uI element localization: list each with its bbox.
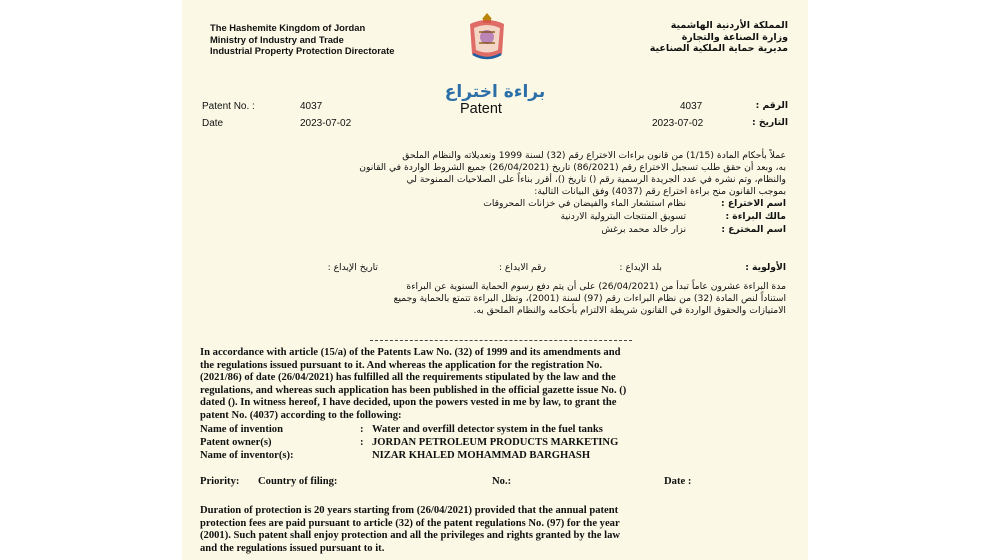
arabic-duration-paragraph — [196, 281, 786, 317]
ar-paragraph-line: مدة البراءة عشرون عاماً تبدأ من (26/04/2021) على أن يتم دفع رسوم الحماية السنوية عن البراءة — [406, 281, 786, 292]
priority-country-label: Country of filing: — [258, 476, 338, 487]
date-label: Date — [202, 118, 224, 129]
ar-patent-no-value: 4037 — [680, 101, 703, 112]
ar-priority-date: تاريخ الإيداع : — [327, 262, 378, 273]
ar-patent-no-label: الرقم : — [755, 100, 788, 111]
ar-paragraph-line: الامتيازات والحقوق الواردة في القانون شريطة الالتزام بأحكامه والنظام الملحق به. — [473, 305, 786, 316]
inventor-name-label: Name of inventor(s): — [200, 450, 294, 461]
invention-name-value: Water and overfill detector system in the fuel tanks — [372, 424, 603, 435]
en-paragraph-line: dated (). In witness hereof, I have decided, upon the powers vested in me by law, to grant the — [200, 397, 617, 409]
ar-invention-label: اسم الاختراع : — [721, 198, 786, 209]
ar-date-label: التاريخ : — [751, 117, 788, 128]
ar-paragraph-line: عملاً بأحكام المادة (1/15) من قانون براءات الاختراع رقم (32) لسنة 1999 وتعديلاته والنظام الملحق — [402, 150, 786, 161]
en-paragraph-line: Duration of protection is 20 years starting from (26/04/2021) provided that the annual patent — [200, 505, 619, 516]
header-en-line: Ministry of Industry and Trade — [210, 33, 344, 45]
en-paragraph-line: and the regulations issued pursuant to it. — [200, 542, 385, 554]
patent-owner-label: Patent owner(s) — [200, 437, 272, 448]
header-ar-line: المملكة الأردنية الهاشمية — [670, 20, 788, 31]
en-paragraph-line: regulations, and whereas such application has been published in the official gazette issue No. () — [200, 384, 627, 396]
ar-owner-label: مالك البراءة : — [725, 211, 786, 222]
english-grant-paragraph — [200, 347, 626, 423]
en-paragraph-line: patent No. (4037) according to the following: — [200, 409, 402, 421]
ar-priority-number: رقم الايداع : — [498, 262, 546, 273]
header-ar-line: مديرية حماية الملكية الصناعية — [649, 43, 788, 54]
ar-date-value: 2023-07-02 — [652, 118, 704, 129]
en-paragraph-line: (2001). Such patent shall enjoy protection and all the privileges and rights granted by the law — [200, 530, 621, 542]
priority-date-label: Date : — [664, 476, 692, 487]
title-arabic: براءة اختراع — [444, 82, 546, 102]
ar-invention-value: نظام استشعار الماء والفيضان في خزانات المحروقات — [483, 198, 686, 209]
ar-owner-value: تسويق المنتجات البترولية الاردنية — [560, 211, 686, 222]
ar-paragraph-line: استناداً لنص المادة (32) من نظام البراءات رقم (97) لسنة (2001)، وتظل البراءة تتمتع بالحماية وجميع — [393, 293, 786, 304]
arabic-grant-paragraph — [196, 150, 786, 198]
ar-priority-label: الأولوية : — [745, 262, 786, 273]
en-paragraph-line: the regulations issued pursuant to it. And whereas the application for the registration No. — [200, 359, 603, 371]
patent-certificate — [182, 0, 808, 560]
header-arabic — [650, 20, 788, 55]
header-en-line: Industrial Property Protection Directorate — [210, 45, 395, 56]
ar-paragraph-line: به، وبعد أن حقق طلب تسجيل الاختراع رقم (86/2021) تاريخ (26/04/2021) جميع الشروط الواردة في القانون — [359, 162, 786, 173]
inventor-name-value: NIZAR KHALED MOHAMMAD BARGHASH — [372, 450, 591, 461]
coat-of-arms-icon — [464, 10, 510, 62]
ar-paragraph-line: بموجب القانون منح براءة اختراع رقم (4037) وفق البيانات التالية: — [534, 186, 786, 197]
field-separator: : — [360, 424, 364, 435]
english-duration-paragraph — [200, 505, 620, 555]
ar-priority-country: بلد الإيداع : — [619, 262, 662, 273]
header-en-line: The Hashemite Kingdom of Jordan — [210, 22, 366, 33]
header-english — [210, 22, 394, 57]
field-separator: : — [360, 437, 364, 448]
ar-inventor-value: نزار خالد محمد برغش — [601, 224, 686, 235]
header-ar-line: وزارة الصناعة والتجارة — [681, 31, 788, 43]
invention-name-label: Name of invention — [200, 424, 283, 435]
priority-number-label: No.: — [492, 476, 512, 487]
en-paragraph-line: (2021/86) of date (26/04/2021) has fulfilled all the requirements stipulated by the law and the — [200, 372, 616, 384]
ar-paragraph-line: والنظام، وتم نشره في عدد الجريدة الرسمية رقم () تاريخ ()، أقرر بناءاً على الصلاحيات الممنوحة لي — [406, 174, 786, 185]
ar-inventor-label: اسم المخترع : — [721, 224, 786, 235]
date-value: 2023-07-02 — [300, 118, 352, 129]
patent-no-value: 4037 — [300, 101, 323, 112]
title-english: Patent — [460, 101, 502, 117]
en-paragraph-line: protection fees are paid pursuant to article (32) of the patent regulations No. (97) for the year — [200, 517, 620, 529]
section-divider — [370, 340, 632, 341]
en-paragraph-line: In accordance with article (15/a) of the Patents Law No. (32) of 1999 and its amendments and — [200, 347, 621, 358]
patent-owner-value: JORDAN PETROLEUM PRODUCTS MARKETING — [372, 437, 619, 448]
priority-label: Priority: — [200, 476, 240, 487]
patent-no-label: Patent No. : — [202, 101, 255, 112]
